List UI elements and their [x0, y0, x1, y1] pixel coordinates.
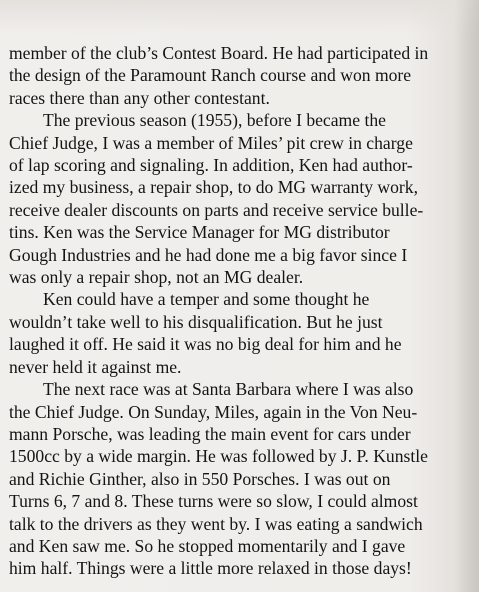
text-line: receive dealer discounts on parts and receive service bulle- [9, 199, 424, 220]
text-line: talk to the drivers as they went by. I was eating a sandwich [9, 513, 423, 534]
text-line: wouldn’t take well to his disqualification. But he just [9, 311, 383, 332]
text-line: of lap scoring and signaling. In addition, Ken had author- [9, 155, 413, 176]
text-line: tins. Ken was the Service Manager for MG distributor [9, 222, 390, 243]
text-line: was only a repair shop, not an MG dealer. [9, 267, 304, 288]
text-line: The next race was at Santa Barbara where I was also [43, 379, 414, 400]
text-line: mann Porsche, was leading the main event for cars under [9, 423, 411, 444]
text-line: and Ken saw me. So he stopped momentarily and I gave [9, 535, 406, 556]
text-line: never held it against me. [9, 356, 182, 377]
text-line: and Richie Ginther, also in 550 Porsches. I was out on [9, 468, 391, 489]
text-line: Chief Judge, I was a member of Miles’ pit crew in charge [9, 132, 413, 153]
text-line: Ken could have a temper and some thought he [43, 289, 370, 310]
page-top-shadow [0, 0, 479, 34]
text-line: The previous season (1955), before I became the [43, 110, 386, 131]
text-line: Turns 6, 7 and 8. These turns were so slow, I could almost [9, 491, 418, 512]
text-line: member of the club’s Contest Board. He had participated in [9, 43, 429, 63]
text-line: races there than any other contestant. [9, 87, 270, 108]
text-line: laughed it off. He said it was no big deal for him and he [9, 334, 402, 355]
text-line: ized my business, a repair shop, to do MG warranty work, [9, 177, 418, 198]
body-text [9, 42, 479, 580]
text-line: 1500cc by a wide margin. He was followed by J. P. Kunstle [9, 446, 428, 467]
text-line: Gough Industries and he had done me a big favor since I [9, 244, 408, 265]
text-line: the Chief Judge. On Sunday, Miles, again in the Von Neu- [9, 401, 418, 422]
text-line: him half. Things were a little more relaxed in those days! [9, 558, 412, 579]
text-line: the design of the Paramount Ranch course and won more [9, 65, 412, 86]
